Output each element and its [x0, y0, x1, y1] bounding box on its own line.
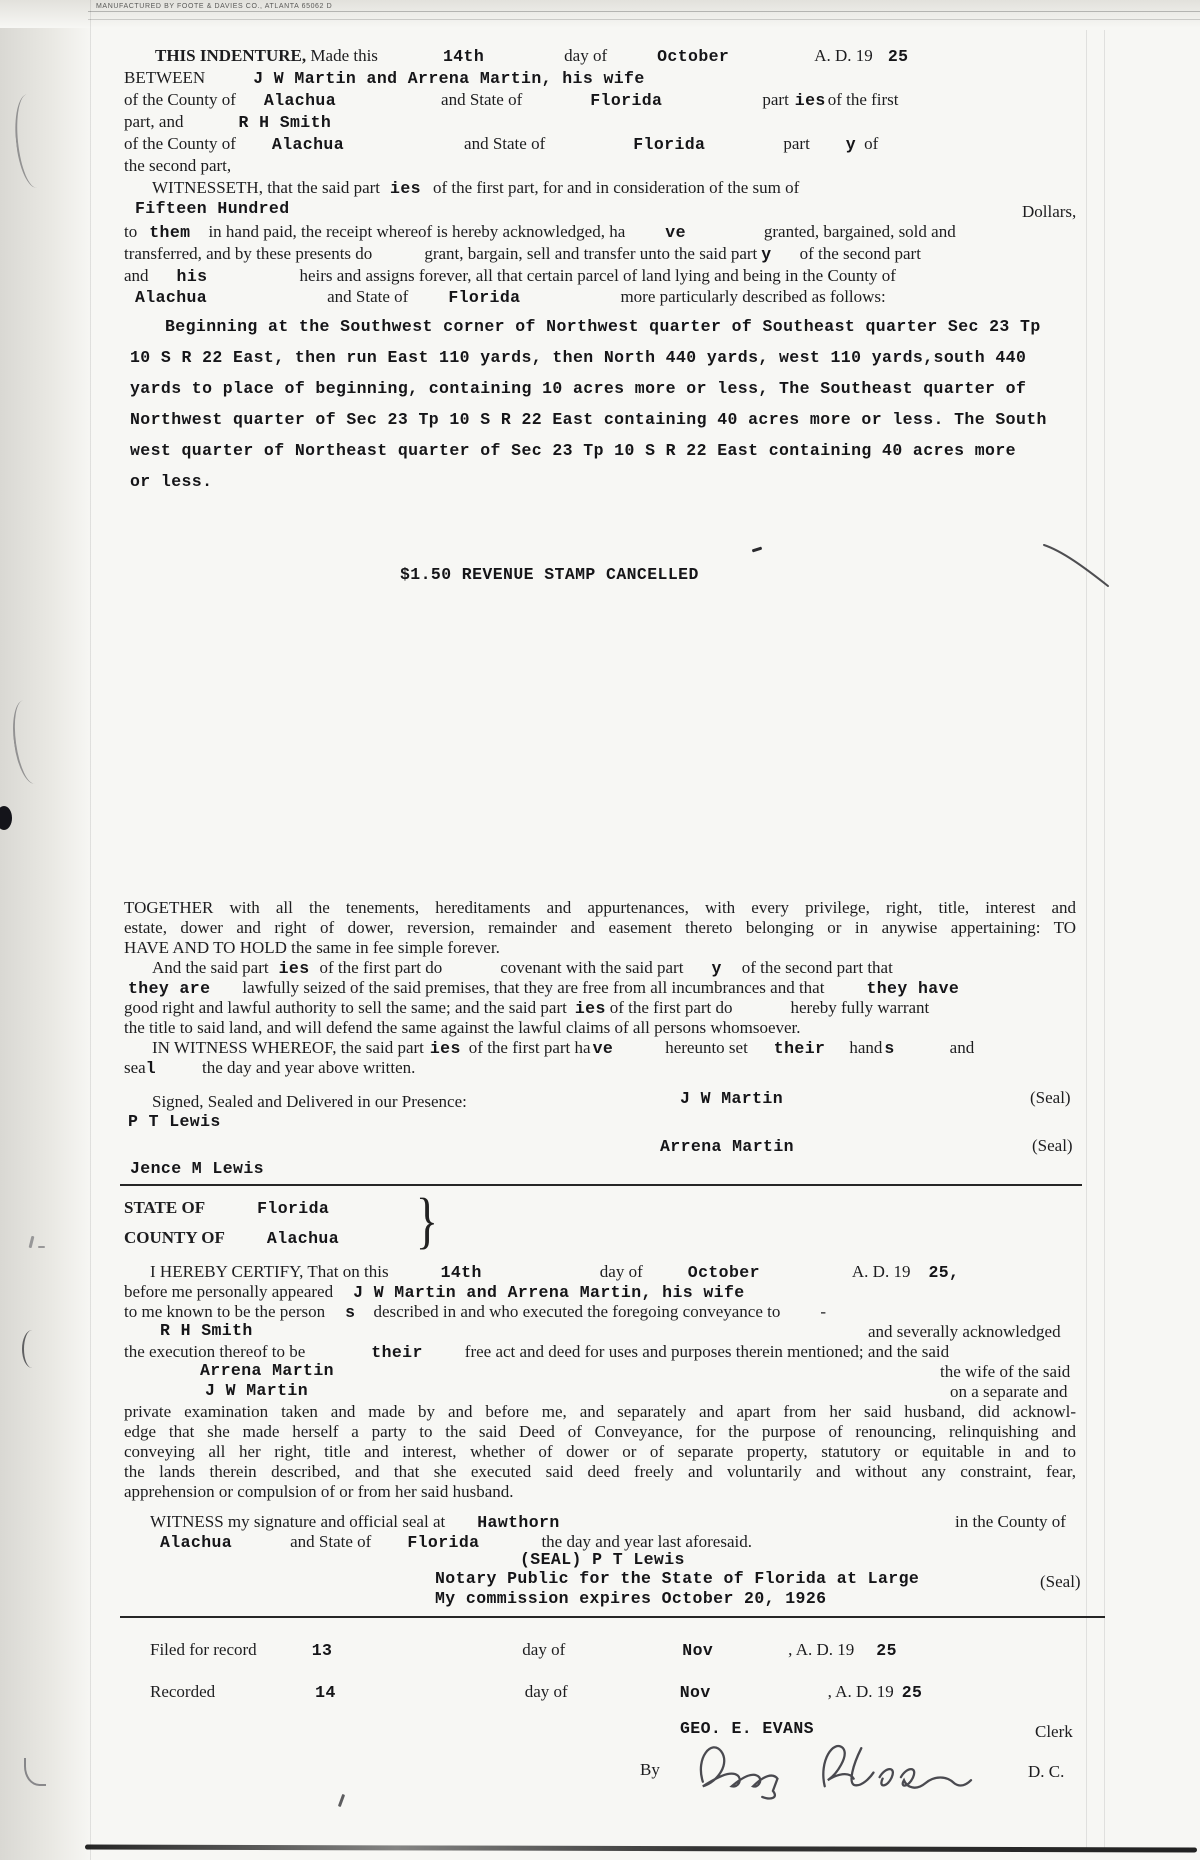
form-top-rule-2: [88, 19, 1200, 20]
legal-desc-1-text: Beginning at the Southwest corner of Northwest quarter of Southeast quarter Sec 23 Tp: [165, 317, 1041, 336]
part-and-grantee-text: R H Smith: [238, 113, 332, 132]
warrant-line: [124, 998, 929, 1019]
warrant-line-text: of the first part do: [609, 998, 733, 1017]
together-1: [124, 898, 1076, 918]
witnesseth: [152, 178, 799, 199]
witnesseth-text: WITNESSETH, that the said part: [152, 178, 381, 197]
form-top-rule-1: [88, 11, 1200, 12]
private-exam-5-text: apprehension or compulsion of or from her said husband.: [124, 1482, 514, 1501]
filed-for-record: [150, 1640, 897, 1661]
witness-signature-2-text: Jence M Lewis: [130, 1159, 264, 1178]
in-witness-line-text: and: [949, 1038, 975, 1057]
legal-desc-4: [130, 411, 1047, 430]
covenant-line-text: of the second part that: [741, 958, 893, 977]
seized-line-text: they have: [866, 979, 960, 998]
county-state-follows-text: Florida: [448, 288, 521, 307]
wife-name-text: Arrena Martin: [200, 1361, 334, 1380]
seized-line-text: lawfully seized of the said premises, that they are free from all incumbrances and that: [242, 978, 825, 997]
first-party-county-text: part: [762, 90, 789, 109]
certify-line-text: day of: [599, 1262, 643, 1281]
warrant-line-text: good right and lawful authority to sell the same; and the said part: [124, 998, 567, 1017]
covenant-line-text: covenant with the said part: [500, 958, 684, 977]
indenture-opening-text: October: [657, 47, 730, 66]
recorded-line-text: 25: [901, 1683, 923, 1702]
first-party-county-text: and State of: [441, 90, 523, 109]
certify-line-text: A. D. 19: [851, 1262, 911, 1281]
covenant-line-text: And the said part: [152, 958, 269, 977]
grantor-signature-2: [660, 1138, 794, 1157]
legal-desc-4-text: Northwest quarter of Sec 23 Tp 10 S R 22 East containing 40 acres more or less. The South: [130, 410, 1047, 429]
in-witness-line-text: ve: [592, 1039, 614, 1058]
paper-right-edge-line-1: [1086, 30, 1087, 1848]
filed-for-record-text: 13: [311, 1641, 333, 1660]
revenue-stamp-text: $1.50 REVENUE STAMP CANCELLED: [400, 565, 699, 584]
certify-line-text: I HEREBY CERTIFY, That on this: [150, 1262, 389, 1281]
known-person-line-text: described in and who executed the foregoing conveyance to: [373, 1302, 781, 1321]
stray-pen-curve-top-right: [1042, 543, 1112, 589]
husband-name-text: J W Martin: [205, 1381, 309, 1400]
private-exam-2: [124, 1422, 1076, 1442]
paper-left-edge-line: [90, 0, 91, 1860]
second-party-county-text: Florida: [633, 135, 706, 154]
manufacturer-imprint: MANUFACTURED BY FOOTE & DAVIES CO., ATLANTA 65062 D: [96, 3, 333, 10]
known-person-line: [124, 1302, 826, 1323]
second-part-tail-text: the second part,: [124, 156, 232, 175]
private-exam-1-text: private examination taken and made by and before me, and separately and apart from her said husband, did acknowl-: [124, 1402, 1076, 1421]
witness-signature-1-text: P T Lewis: [128, 1112, 221, 1131]
witness-seal-at-text: WITNESS my signature and official seal at: [150, 1512, 446, 1531]
in-county-of: [955, 1512, 1066, 1532]
transfer-line-text: of the second part: [799, 244, 921, 263]
private-exam-5: [124, 1482, 514, 1502]
private-exam-1: [124, 1402, 1076, 1422]
certify-line-text: October: [687, 1263, 760, 1282]
in-county-of-text: in the County of: [955, 1512, 1066, 1531]
in-witness-line-text: hereunto set: [665, 1038, 748, 1057]
grantor-signature-1-text: J W Martin: [680, 1089, 784, 1108]
second-party-county: [124, 134, 878, 155]
between-parties: [124, 68, 645, 89]
private-exam-2-text: edge that she made herself a party to the said Deed of Conveyance, for the purpose of renouncing, relinquishing and: [124, 1422, 1076, 1441]
husband-name: [205, 1382, 308, 1401]
first-party-county-text: of the County of: [124, 90, 236, 109]
recorded-line-text: Recorded: [150, 1682, 216, 1701]
known-person-line-text: -: [820, 1302, 827, 1321]
warrant-line-text: ies: [574, 999, 606, 1018]
county-of-line-text: COUNTY OF: [124, 1228, 225, 1247]
grantor-signature-2-text: Arrena Martin: [660, 1137, 794, 1156]
transfer-line-text: y: [761, 245, 772, 264]
execution-line-text: the execution thereof to be: [124, 1342, 306, 1361]
warrant-line-text: hereby fully warrant: [790, 998, 930, 1017]
indenture-opening-text: 14th: [442, 47, 485, 66]
indenture-opening-text: THIS INDENTURE,: [155, 46, 307, 65]
dc-label: [1028, 1762, 1064, 1782]
recorded-line-text: 14: [315, 1683, 336, 1702]
by-label-text: By: [640, 1760, 660, 1779]
receipt-line-text: to: [124, 222, 138, 241]
in-witness-line-text: of the first part ha: [468, 1038, 591, 1057]
in-witness-line-text: their: [773, 1039, 826, 1058]
second-party-county-text: part: [783, 134, 810, 153]
execution-line: [124, 1342, 949, 1363]
heirs-line-text: heirs and assigns forever, all that certain parcel of land lying and being in the County of: [299, 266, 896, 285]
seal-written-line-text: l: [145, 1059, 157, 1078]
together-2: [124, 918, 1076, 938]
seal-written-line-text: sea: [124, 1058, 146, 1077]
witness-signature-1: [128, 1113, 221, 1132]
indenture-opening: [155, 46, 908, 67]
paper-right-edge-line-2: [1104, 30, 1105, 1848]
legal-desc-2: [130, 349, 1026, 368]
private-exam-3-text: conveying all her right, title and interest, whether of dower or of separate property, statutory or equitable in and to: [124, 1442, 1076, 1461]
part-and-grantee: [124, 112, 331, 133]
wife-of-said-text: the wife of the said: [940, 1362, 1071, 1381]
delivered-presence-text: Signed, Sealed and Delivered in our Presence:: [152, 1092, 467, 1111]
stray-ink-dash: [752, 547, 762, 553]
sum-amount-text: Fifteen Hundred: [135, 199, 290, 218]
county-state-follows-text: Alachua: [135, 288, 208, 307]
county-of-line: [124, 1228, 339, 1249]
by-label: [640, 1760, 660, 1780]
witness-seal-at: [150, 1512, 560, 1533]
receipt-line-text: them: [149, 223, 191, 242]
transfer-line-text: transferred, and by these presents do: [124, 244, 373, 263]
seal-label-1: [1030, 1088, 1071, 1108]
covenant-line-text: ies: [278, 959, 310, 978]
signature-section-divider-rule: [120, 1184, 1082, 1186]
heirs-line-text: his: [176, 267, 208, 286]
conveyed-to-name: [160, 1322, 253, 1341]
seal-label-2: [1032, 1136, 1073, 1156]
in-witness-line: [152, 1038, 974, 1059]
transfer-line-text: grant, bargain, sell and transfer unto the said part: [424, 244, 758, 263]
second-party-county-text: Alachua: [271, 135, 345, 154]
receipt-line-text: ve: [665, 223, 686, 242]
first-party-county-text: Alachua: [263, 91, 337, 110]
separate-and: [950, 1382, 1068, 1402]
dollars-label: [1022, 202, 1076, 222]
transfer-line: [124, 244, 921, 265]
indenture-opening-text: 25: [887, 47, 909, 66]
execution-line-text: their: [371, 1343, 423, 1362]
notary-seal-label: [1040, 1572, 1081, 1592]
legal-desc-6: [130, 473, 212, 492]
covenant-line-text: y: [711, 959, 722, 978]
revenue-stamp: [400, 566, 699, 585]
seal-written-line: [124, 1058, 415, 1079]
second-party-county-text: of the County of: [124, 134, 236, 153]
in-witness-line-text: s: [884, 1039, 895, 1058]
known-person-line-text: s: [345, 1303, 356, 1322]
stray-pen-stroke-bottom: [338, 1794, 345, 1807]
certify-line: [150, 1262, 959, 1283]
witness-county-state-text: and State of: [290, 1532, 372, 1551]
first-party-county-text: Florida: [590, 91, 663, 110]
second-party-county-text: and State of: [464, 134, 546, 153]
witness-seal-at-text: Hawthorn: [477, 1513, 560, 1532]
first-party-county-text: of the first: [827, 90, 899, 109]
legal-desc-3: [130, 380, 1026, 399]
witnesseth-text: ies: [390, 179, 421, 198]
severally-acknowledged-text: and severally acknowledged: [868, 1322, 1061, 1341]
notary-seal-name: [520, 1551, 685, 1570]
venue-brace: }: [415, 1187, 439, 1255]
filed-for-record-text: , A. D. 19: [788, 1640, 855, 1659]
second-party-county-text: y: [845, 135, 857, 154]
separate-and-text: on a separate and: [950, 1382, 1068, 1401]
seized-line-text: they are: [128, 979, 211, 998]
known-person-line-text: to me known to be the person: [124, 1302, 326, 1321]
conveyed-to-name-text: R H Smith: [160, 1321, 253, 1340]
witness-county-state-text: Florida: [407, 1533, 480, 1552]
legal-desc-1: [165, 318, 1041, 337]
defend-line-text: the title to said land, and will defend the same against the lawful claims of all persons whomsoever.: [124, 1018, 801, 1037]
seal-written-line-text: the day and year above written.: [202, 1058, 416, 1077]
state-of-line-text: STATE OF: [124, 1198, 206, 1217]
certify-line-text: 14th: [440, 1263, 482, 1282]
in-witness-line-text: hand: [849, 1038, 883, 1057]
execution-line-text: free act and deed for uses and purposes therein mentioned; and the said: [464, 1342, 950, 1361]
together-2-text: estate, dower and right of dower, reversion, remainder and easement thereto belonging or in anywise appertaining: TO: [124, 918, 1076, 937]
heirs-line: [124, 266, 896, 287]
appeared-line: [124, 1282, 745, 1303]
scan-left-edge-shading: [0, 0, 92, 1860]
witness-county-state-text: Alachua: [160, 1533, 233, 1552]
receipt-line-text: granted, bargained, sold and: [763, 222, 956, 241]
receipt-line-text: in hand paid, the receipt whereof is hereby acknowledged, ha: [208, 222, 626, 241]
deputy-clerk-signature-handwriting: [688, 1736, 998, 1800]
notary-seal-label-text: (Seal): [1040, 1572, 1081, 1591]
together-3: [124, 938, 500, 958]
sum-amount: [135, 200, 290, 219]
appeared-line-text: before me personally appeared: [124, 1282, 334, 1301]
pencil-tick-mark-2: [38, 1246, 45, 1248]
filed-for-record-text: day of: [522, 1640, 566, 1659]
indenture-opening-text: day of: [564, 46, 608, 65]
dollars-label-text: Dollars,: [1022, 202, 1077, 221]
private-exam-4: [124, 1462, 1076, 1482]
legal-desc-6-text: or less.: [130, 472, 213, 491]
notary-seal-name-text: (SEAL) P T Lewis: [520, 1550, 685, 1569]
recorded-line-text: day of: [524, 1682, 568, 1701]
delivered-presence: [152, 1092, 467, 1112]
notary-title-text: Notary Public for the State of Florida at Large: [435, 1569, 920, 1588]
legal-desc-2-text: 10 S R 22 East, then run East 110 yards, then North 440 yards, west 110 yards,south 440: [130, 348, 1027, 367]
first-party-county-text: ies: [794, 91, 826, 110]
grantor-signature-1: [680, 1090, 783, 1109]
recorded-line: [150, 1682, 922, 1703]
seal-label-1-text: (Seal): [1030, 1088, 1071, 1107]
indenture-opening-text: A. D. 19: [814, 46, 873, 65]
clerk-name-text: GEO. E. EVANS: [680, 1719, 814, 1738]
clerk-label-text: Clerk: [1035, 1722, 1073, 1741]
between-parties-text: BETWEEN: [124, 68, 206, 87]
seal-label-2-text: (Seal): [1032, 1136, 1073, 1155]
filed-for-record-text: Filed for record: [150, 1640, 257, 1659]
dc-label-text: D. C.: [1028, 1762, 1065, 1781]
covenant-line-text: of the first part do: [319, 958, 443, 977]
clerk-label: [1035, 1722, 1073, 1742]
seized-line: [128, 978, 959, 999]
state-of-line-text: Florida: [257, 1199, 330, 1218]
state-of-line: [124, 1198, 329, 1219]
in-witness-line-text: ies: [429, 1039, 461, 1058]
legal-desc-5-text: west quarter of Northeast quarter of Sec 23 Tp 10 S R 22 East containing 40 acres more: [130, 441, 1016, 460]
county-of-line-text: Alachua: [266, 1229, 340, 1248]
first-party-county: [124, 90, 899, 111]
between-parties-text: J W Martin and Arrena Martin, his wife: [253, 69, 645, 88]
filed-for-record-text: Nov: [682, 1641, 714, 1660]
county-state-follows-text: more particularly described as follows:: [620, 287, 886, 306]
county-state-follows: [135, 287, 886, 308]
heirs-line-text: and: [124, 266, 149, 285]
receipt-line: [124, 222, 956, 243]
indenture-opening-text: Made this: [306, 46, 378, 65]
private-exam-3: [124, 1442, 1076, 1462]
in-witness-line-text: IN WITNESS WHEREOF, the said part: [152, 1038, 424, 1057]
covenant-line: [152, 958, 893, 979]
defend-line: [124, 1018, 801, 1038]
recorded-line-text: , A. D. 19: [827, 1682, 894, 1701]
wife-of-said: [940, 1362, 1070, 1382]
appeared-line-text: J W Martin and Arrena Martin, his wife: [353, 1283, 745, 1302]
filed-for-record-text: 25: [876, 1641, 897, 1660]
second-party-county-text: of: [864, 134, 879, 153]
together-1-text: TOGETHER with all the tenements, hereditaments and appurtenances, with every privilege, right, title, interest and: [124, 898, 1076, 917]
notary-title: [435, 1570, 919, 1589]
private-exam-4-text: the lands therein described, and that she executed said deed freely and voluntarily and without any constraint, fear,: [124, 1462, 1076, 1481]
part-and-grantee-text: part, and: [124, 112, 184, 131]
witness-county-state-text: the day and year last aforesaid.: [541, 1532, 752, 1551]
recording-section-divider-rule: [120, 1616, 1105, 1618]
recorded-line-text: Nov: [679, 1683, 711, 1702]
together-3-text: HAVE AND TO HOLD the same in fee simple forever.: [124, 938, 500, 957]
county-state-follows-text: and State of: [327, 287, 409, 306]
witnesseth-text: of the first part, for and in consideration of the sum of: [432, 178, 800, 197]
commission-expires: [435, 1590, 826, 1609]
scan-bottom-edge-shadow: [85, 1845, 1197, 1853]
certify-line-text: 25,: [928, 1263, 960, 1282]
legal-desc-5: [130, 442, 1016, 461]
wife-name: [200, 1362, 334, 1381]
witness-signature-2: [130, 1160, 264, 1179]
legal-desc-3-text: yards to place of beginning, containing 10 acres more or less, The Southeast quarter of: [130, 379, 1027, 398]
binder-arc-mark-lower: [22, 1330, 42, 1368]
commission-expires-text: My commission expires October 20, 1926: [435, 1589, 827, 1608]
severally-acknowledged: [868, 1322, 1061, 1342]
second-part-tail: [124, 156, 231, 176]
